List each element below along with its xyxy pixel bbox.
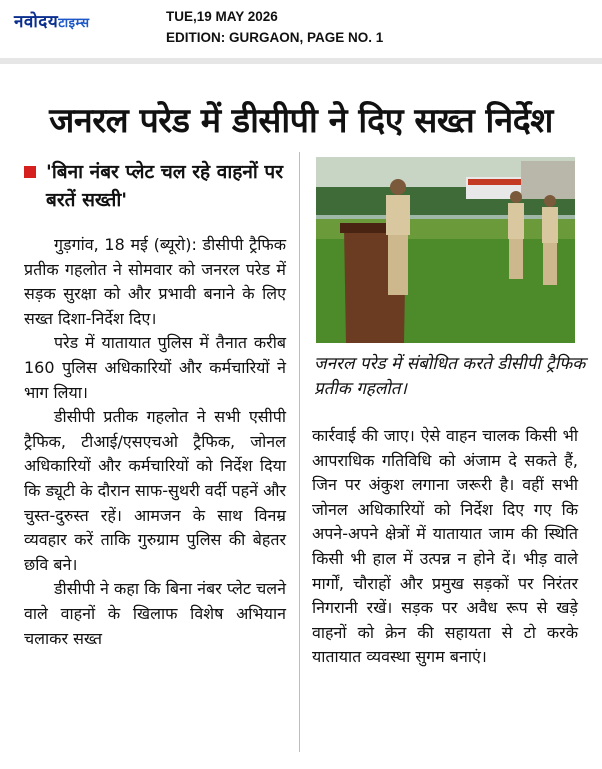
- parade-photo-illustration: [316, 157, 575, 343]
- paragraph: डीसीपी ने कहा कि बिना नंबर प्लेट चलने वाले वाहनों के खिलाफ विशेष अभियान चलाकर सख्त: [24, 579, 286, 648]
- bullet-square-icon: [24, 166, 36, 178]
- article-column-1: [24, 233, 286, 651]
- article-column-2: [312, 424, 578, 670]
- publish-date: TUE,19 MAY 2026: [166, 9, 278, 24]
- paragraph: कार्रवाई की जाए। ऐसे वाहन चालक किसी भी आपराधिक गतिविधि को अंजाम दे सकते हैं, जिन पर अंकुश लगाना जरूरी है। वहीं सभी जोनल अधिकारियों को निर्देश दिए गए कि अपने-अपने क्षेत्रों में यातायात जाम की स्थिति किसी भी हाल में उत्पन्न न होने दें। भीड़ वाले मार्गों, चौराहों और प्रमुख सड़कों पर निरंतर निगरानी रखें। सड़क पर अवैध रूप से खड़े वाहनों को क्रेन की सहायता से टो करके यातायात व्यवस्था सुगम बनाएं।: [312, 426, 578, 667]
- edition-info: [166, 6, 383, 48]
- paragraph: गुड़गांव, 18 मई (ब्यूरो): डीसीपी ट्रैफिक प्रतीक गहलोत ने सोमवार को जनरल परेड में सड़क सुरक्षा को और प्रभावी बनाने के लिए सख्त दिशा-निर्देश दिए।: [24, 235, 286, 328]
- newspaper-logo[interactable]: [14, 9, 90, 32]
- paragraph: परेड में यातायात पुलिस में तैनात करीब 160 पुलिस अधिकारियों और कर्मचारियों ने भाग लिया।: [24, 333, 286, 402]
- logo-sub: टाइम्स: [58, 16, 90, 31]
- article-headline: जनरल परेड में डीसीपी ने दिए सख्त निर्देश: [49, 101, 553, 141]
- logo-main: नवोदय: [14, 12, 59, 32]
- paragraph: डीसीपी प्रतीक गहलोत ने सभी एसीपी ट्रैफिक, टीआई/एसएचओ ट्रैफिक, जोनल अधिकारियों और कर्मचारियों को निर्देश दिया कि ड्यूटी के दौरान साफ-सुथरी वर्दी पहनें और चुस्त-दुरुस्त रहें। आमजन के साथ विनम्र व्यवहार करें ताकि गुरुग्राम पुलिस की बेहतर छवि बने।: [24, 407, 286, 574]
- column-divider: [299, 152, 300, 752]
- article-subheadline: 'बिना नंबर प्लेट चल रहे वाहनों पर बरतें सख्ती': [46, 161, 283, 211]
- edition-label: EDITION: GURGAON, PAGE NO. 1: [166, 30, 384, 45]
- photo-caption: जनरल परेड में संबोधित करते डीसीपी ट्रैफिक प्रतीक गहलोत।: [314, 354, 586, 399]
- article-photo: [316, 157, 575, 343]
- masthead: [0, 0, 602, 58]
- masthead-divider: [0, 58, 602, 64]
